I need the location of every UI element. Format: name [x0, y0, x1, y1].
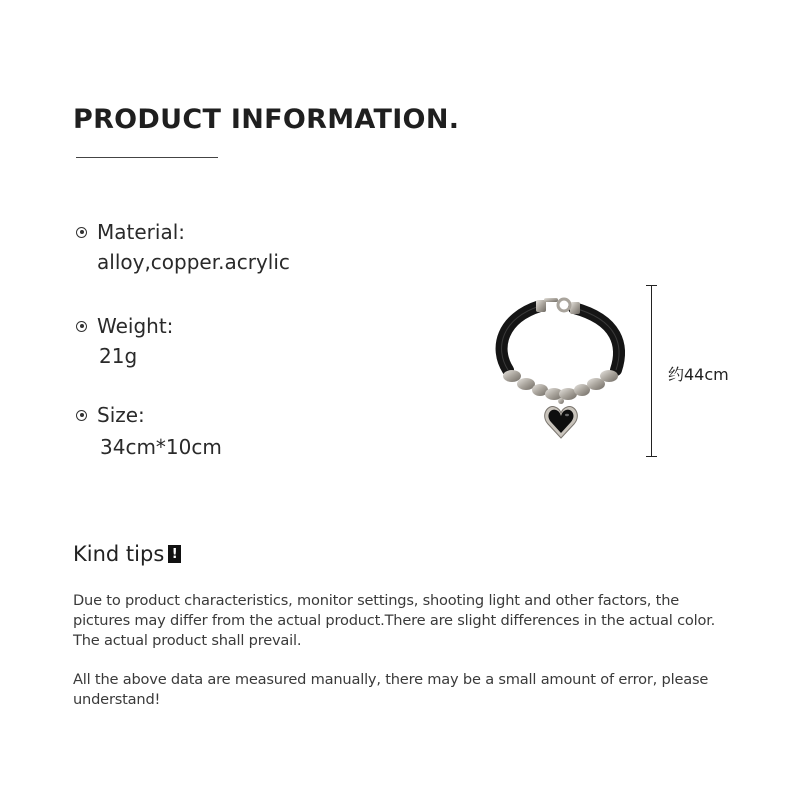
spec-value: alloy,copper.acrylic	[97, 250, 290, 274]
title-divider	[76, 157, 218, 158]
spec-value: 34cm*10cm	[100, 435, 222, 459]
kind-tips-heading	[73, 542, 181, 566]
spec-label: Material:	[97, 220, 185, 244]
measurement-bracket	[646, 285, 658, 457]
bullet-icon	[76, 410, 87, 421]
bullet-icon	[76, 321, 87, 332]
page-title: PRODUCT INFORMATION.	[73, 104, 460, 135]
spec-label: Size:	[97, 403, 145, 427]
tips-paragraph: Due to product characteristics, monitor settings, shooting light and other factors, the pictures may differ from the actual product.There are slight differences in the actual color. The actual product shall prevail.	[73, 592, 716, 649]
bullet-icon	[76, 227, 87, 238]
necklace-image	[488, 288, 633, 448]
warning-icon: !	[168, 545, 181, 563]
tips-paragraph: All the above data are measured manually, there may be a small amount of error, please understand!	[73, 671, 709, 708]
kind-tips-title: Kind tips	[73, 542, 165, 566]
spec-value: 21g	[99, 344, 138, 368]
spec-label: Weight:	[97, 314, 174, 338]
measurement-line	[651, 285, 652, 457]
spec-size	[76, 402, 222, 459]
measurement-label: 约44cm	[668, 365, 729, 384]
spec-material	[76, 219, 290, 274]
spec-weight	[76, 313, 174, 368]
measurement-cap	[646, 456, 657, 457]
